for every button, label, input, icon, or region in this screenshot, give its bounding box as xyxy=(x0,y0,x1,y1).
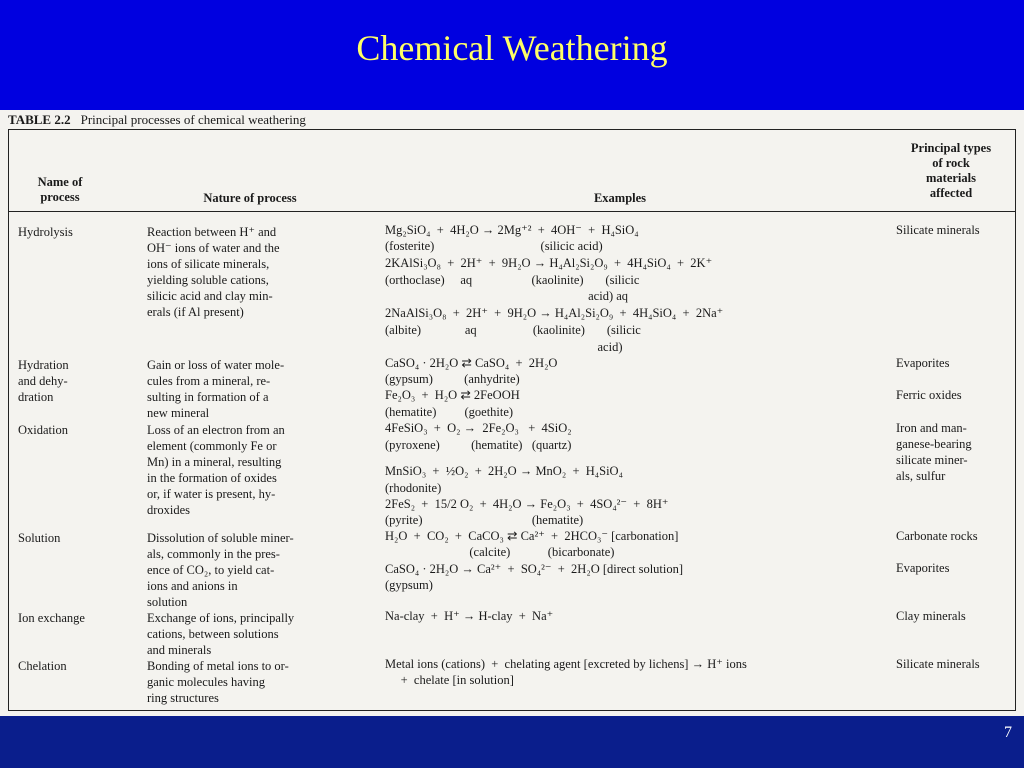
row-oxidation-example-5: (rhodonite) xyxy=(385,481,442,495)
row-solution-materials: Carbonate rocks Evaporites xyxy=(896,529,978,575)
row-hydrolysis-example-2: (fosterite) (silicic acid) xyxy=(385,239,603,253)
row-chelation-materials: Silicate minerals xyxy=(896,657,980,671)
header-examples: Examples xyxy=(593,191,647,205)
header-rock-materials: Principal types of rock materials affected xyxy=(910,141,992,200)
table-caption xyxy=(8,112,306,128)
header-divider xyxy=(8,211,1016,212)
row-oxidation-example-4: MnSiO₃ + ½O₂ + 2H₂O → MnO₂ + H₄SiO₄ xyxy=(385,464,623,478)
row-hydrolysis-name: Hydrolysis xyxy=(18,225,73,239)
row-hydration-example-3: Fe₂O₃ + H₂O ⇄ 2FeOOH xyxy=(385,388,520,402)
row-hydrolysis-example-5: acid) aq xyxy=(385,289,629,303)
header-name-of-process: Name of process xyxy=(37,175,83,204)
header-nature-of-process: Nature of process xyxy=(203,191,297,205)
row-ion-exchange-materials: Clay minerals xyxy=(896,609,966,623)
row-oxidation-example-2: (pyroxene) (hematite) (quartz) xyxy=(385,438,572,452)
row-oxidation-materials: Iron and man- ganese-bearing silicate miner- als, sulfur xyxy=(896,421,972,483)
row-hydrolysis-example-1: Mg₂SiO₄ + 4H₂O → 2Mg⁺² + 4OH⁻ + H₄SiO₄ xyxy=(385,223,639,237)
row-oxidation-nature: Loss of an electron from an element (commonly Fe or Mn) in a mineral, resulting in the formation of oxides or, if water is present, hy- droxides xyxy=(147,423,285,517)
row-hydration-example-1: CaSO₄ · 2H₂O ⇄ CaSO₄ + 2H₂O xyxy=(385,356,558,370)
row-ion-exchange-nature: Exchange of ions, principally cations, between solutions and minerals xyxy=(147,611,295,657)
row-solution-example-2: (calcite) (bicarbonate) xyxy=(385,545,615,559)
row-chelation-name: Chelation xyxy=(18,659,67,673)
row-hydrolysis-materials: Silicate minerals xyxy=(896,223,980,237)
table-label: TABLE 2.2 xyxy=(8,112,71,127)
row-oxidation-example-7: (pyrite) (hematite) xyxy=(385,513,584,527)
row-hydration-example-2: (gypsum) (anhydrite) xyxy=(385,372,520,386)
row-oxidation-example-1: 4FeSiO₃ + O₂ → 2Fe₂O₃ + 4SiO₂ xyxy=(385,421,572,435)
row-solution-name: Solution xyxy=(18,531,61,545)
row-hydration-example-4: (hematite) (goethite) xyxy=(385,405,514,419)
slide-title: Chemical Weathering xyxy=(356,28,668,68)
row-oxidation-example-6: 2FeS₂ + 15/2 O₂ + 4H₂O → Fe₂O₃ + 4SO₄²⁻ + 8H⁺ xyxy=(385,497,669,511)
row-hydrolysis-example-4: (orthoclase) aq (kaolinite) (silicic xyxy=(385,273,640,287)
row-hydration-materials: Evaporites Ferric oxides xyxy=(896,356,962,402)
footer-bar xyxy=(0,716,1024,768)
row-solution-example-1: H₂O + CO₂ + CaCO₃ ⇄ Ca²⁺ + 2HCO₃⁻ [carbonation] xyxy=(385,529,679,543)
table-caption-text: Principal processes of chemical weathering xyxy=(80,112,306,127)
row-chelation-example-2: + chelate [in solution] xyxy=(385,673,514,687)
row-oxidation-name: Oxidation xyxy=(18,423,68,437)
row-ion-exchange-example-1: Na-clay + H⁺ → H-clay + Na⁺ xyxy=(385,609,554,623)
row-solution-nature: Dissolution of soluble miner- als, commonly in the pres- ence of CO₂, to yield cat- ions and anions in solution xyxy=(147,531,294,609)
row-hydrolysis-example-3: 2KAlSi₃O₈ + 2H⁺ + 9H₂O → H₄Al₂Si₂O₉ + 4H₄SiO₄ + 2K⁺ xyxy=(385,256,713,270)
row-solution-example-4: (gypsum) xyxy=(385,578,433,592)
row-solution-example-3: CaSO₄ · 2H₂O → Ca²⁺ + SO₄²⁻ + 2H₂O [direct solution] xyxy=(385,562,684,576)
row-hydrolysis-example-8: acid) xyxy=(385,340,623,354)
row-hydrolysis-example-6: 2NaAlSi₃O₈ + 2H⁺ + 9H₂O → H₄Al₂Si₂O₉ + 4H₄SiO₄ + 2Na⁺ xyxy=(385,306,724,320)
row-ion-exchange-name: Ion exchange xyxy=(18,611,85,625)
row-hydrolysis-example-7: (albite) aq (kaolinite) (silicic xyxy=(385,323,641,337)
row-hydration-name: Hydration and dehy- dration xyxy=(18,358,69,404)
slide-number: 7 xyxy=(1004,724,1012,741)
row-chelation-example-1: Metal ions (cations) + chelating agent [excreted by lichens] → H⁺ ions xyxy=(385,657,747,671)
row-chelation-nature: Bonding of metal ions to or- ganic molecules having ring structures xyxy=(147,659,289,705)
row-hydrolysis-nature: Reaction between H⁺ and OH⁻ ions of water and the ions of silicate minerals, yielding soluble cations, silicic acid and clay min- erals (if Al present) xyxy=(147,225,280,319)
row-hydration-nature: Gain or loss of water mole- cules from a mineral, re- sulting in formation of a new mineral xyxy=(147,358,285,420)
